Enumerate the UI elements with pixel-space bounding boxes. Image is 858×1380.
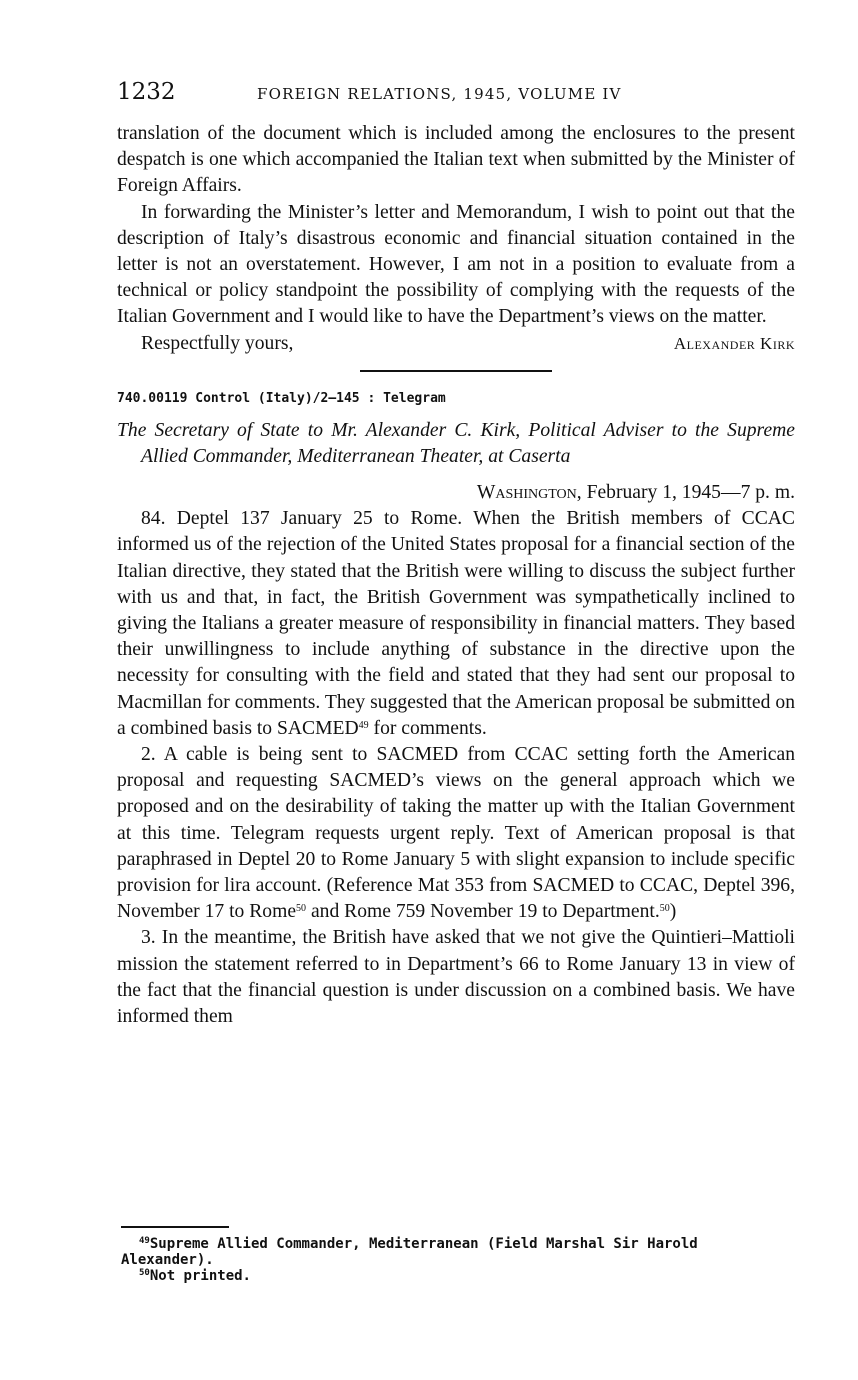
body-text [117, 121, 795, 1030]
dateline-date: , February 1, 1945—7 p. m. [576, 482, 795, 504]
paragraph-3: 3. In the meantime, the British have asked that we not give the Quintieri–Mattioli mission the statement referred to in Department’s 66 to Rome January 13 in view of the fact that the financial question is under discussion on a combined basis. We have informed them [117, 927, 795, 1028]
paragraph-1 [117, 506, 795, 742]
footnote-text: Not printed. [149, 1268, 251, 1284]
signature-line [117, 331, 795, 357]
signature: Alexander Kirk [673, 333, 795, 353]
continuation-paragraph: translation of the document which is included among the enclosures to the present despatch is one which accompanied the Italian text when submitted by the Minister of Foreign Affairs. [117, 123, 795, 197]
footnote-divider [121, 1226, 229, 1228]
section-divider [360, 370, 552, 372]
paragraph-1-end: for comments. [368, 717, 487, 739]
paragraph-2-text-a: 2. A cable is being sent to SACMED from CCAC setting forth the American proposal and requesting SACMED’s views on the general approach which we proposed and on the desirability of taking the matter up with the Italian Government at this time. Telegram requests urgent reply. Text of American proposal is that paraphrased in Deptel 20 to Rome January 5 with slight expansion to include specific provision for lira account. (Reference Mat 353 from SACMED to CCAC, Deptel 396, November 17 to Rome [117, 744, 795, 923]
paragraph-2 [117, 742, 795, 925]
footnote-mark: 50 [139, 1268, 150, 1278]
page-number: 1232 [117, 79, 176, 105]
footnote-text: Supreme Allied Commander, Mediterranean (Field Marshal Sir Harold Alexander). [121, 1236, 698, 1268]
page-header [117, 79, 795, 107]
footnote-ref: 50 [659, 903, 670, 915]
footnote-ref: 50 [296, 903, 307, 915]
footnote-50 [121, 1268, 793, 1284]
closing: Respectfully yours, [141, 332, 294, 354]
paragraph-1-text: 84. Deptel 137 January 25 to Rome. When the British members of CCAC informed us of the rejection of the United States proposal for a financial section of the Italian directive, they stated that the British were willing to discuss the subject further with us and that, in fact, the British Government was sympathetically inclined to giving the Italians a greater measure of responsibility in financial matters. They based their unwillingness to include anything of substance in the directive upon the necessity for consulting with the field and stated that they had sent our proposal to Macmillan for comments. They suggested that the American proposal be submitted on a combined basis to SACMED [117, 508, 795, 739]
forwarding-paragraph: In forwarding the Minister’s letter and Memorandum, I wish to point out that the description of Italy’s disastrous economic and financial situation contained in the letter is not an overstatement. However, I am not in a position to evaluate from a technical or policy standpoint the possibility of complying with the requests of the Italian Government and I would like to have the Department’s views on the matter. [117, 201, 795, 328]
footnote-ref: 49 [358, 719, 369, 731]
paragraph-2-text-b: and Rome 759 November 19 to Department. [306, 901, 660, 923]
running-title: FOREIGN RELATIONS, 1945, VOLUME IV [257, 85, 622, 103]
document-title: The Secretary of State to Mr. Alexander C. Kirk, Political Adviser to the Supreme Allied Commander, Mediterranean Theater, at Caserta [117, 420, 795, 468]
dateline [117, 480, 795, 506]
paragraph-2-text-c: ) [669, 901, 677, 923]
footnote-mark: 49 [139, 1236, 150, 1246]
footnotes [121, 1236, 793, 1284]
footnote-49 [121, 1236, 793, 1268]
file-reference: 740.00119 Control (Italy)/2–145 : Telegram [117, 390, 446, 406]
dateline-city: Washington [476, 482, 577, 504]
